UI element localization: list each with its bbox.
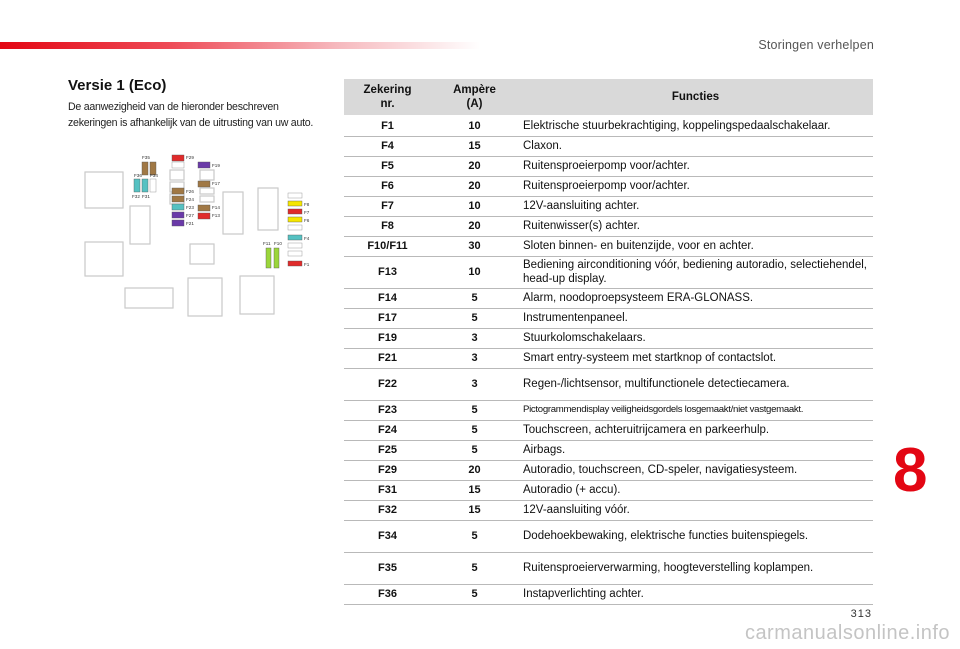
fuse-label-f29: F29 (186, 155, 194, 160)
fuse-number: F4 (344, 136, 431, 156)
fuse-number: F31 (344, 480, 431, 500)
fuse-number: F34 (344, 520, 431, 552)
table-row (344, 552, 873, 584)
intro-text: De aanwezigheid van de hieronder beschreven zekeringen is afhankelijk van de uitrusting van uw auto. (68, 101, 314, 129)
fuse-number: F5 (344, 156, 431, 176)
fuse-ampere: 30 (431, 236, 518, 256)
header-accent-bar (0, 42, 480, 49)
fuse-function: Autoradio, touchscreen, CD-speler, navigatiesysteem. (518, 460, 873, 480)
table-row (344, 156, 873, 176)
fuse-function: Ruitensproeierverwarming, hoogteverstelling koplampen. (518, 552, 873, 584)
header-zekering: Zekering nr. (344, 79, 431, 116)
table-row (344, 460, 873, 480)
fuse-function: Stuurkolomschakelaars. (518, 328, 873, 348)
table-row (344, 500, 873, 520)
fuse-label-f24: F24 (186, 197, 194, 202)
fusebox-diagram (80, 148, 320, 320)
fuse-table (344, 79, 873, 605)
fuse-number: F32 (344, 500, 431, 520)
fuse-number: F24 (344, 420, 431, 440)
fuse-ampere: 3 (431, 368, 518, 400)
fuse-label-f8: F8 (304, 202, 310, 207)
fuse-number: F35 (344, 552, 431, 584)
fuse-ampere: 15 (431, 500, 518, 520)
section-title: Storingen verhelpen (758, 38, 874, 52)
fuse-function: Touchscreen, achteruitrijcamera en parkeerhulp. (518, 420, 873, 440)
fuse-function: 12V-aansluiting vóór. (518, 500, 873, 520)
fuse-number: F23 (344, 400, 431, 420)
fuse-label-f17: F17 (212, 181, 220, 186)
fuse-label-f26: F26 (186, 189, 194, 194)
page-number: 313 (850, 608, 872, 620)
fuse-number: F10/F11 (344, 236, 431, 256)
fuse-ampere: 20 (431, 176, 518, 196)
fuse-label-f36: F36 (134, 173, 142, 178)
fuse-label-f1: F1 (304, 262, 310, 267)
fuse-number: F22 (344, 368, 431, 400)
fuse-label-f4: F4 (304, 236, 310, 241)
fuse-function: Ruitensproeierpomp voor/achter. (518, 176, 873, 196)
fuse-label-f27: F27 (186, 213, 194, 218)
fuse-number: F8 (344, 216, 431, 236)
fuse-function: Regen-/lichtsensor, multifunctionele detectiecamera. (518, 368, 873, 400)
fuse-ampere: 10 (431, 256, 518, 288)
fuse-label-f21: F21 (186, 221, 194, 226)
table-row (344, 236, 873, 256)
fuse-number: F36 (344, 584, 431, 604)
fuse-number: F14 (344, 288, 431, 308)
fuse-ampere: 20 (431, 216, 518, 236)
fuse-function: Dodehoekbewaking, elektrische functies buitenspiegels. (518, 520, 873, 552)
fuse-function: Airbags. (518, 440, 873, 460)
version-heading: Versie 1 (Eco) (68, 77, 167, 94)
fuse-ampere: 15 (431, 480, 518, 500)
fuse-function: Alarm, noodoproepsysteem ERA-GLONASS. (518, 288, 873, 308)
fuse-function: Bediening airconditioning vóór, bediening autoradio, selectiehendel, head-up display. (518, 256, 873, 288)
fuse-table-header (344, 79, 873, 116)
fuse-ampere: 3 (431, 328, 518, 348)
fuse-table-container (344, 79, 873, 605)
fuse-ampere: 10 (431, 196, 518, 216)
fuse-label-f13: F13 (212, 213, 220, 218)
fuse-label-f6: F6 (304, 218, 310, 223)
header-functies: Functies (518, 79, 873, 116)
fuse-function: Smart entry-systeem met startknop of contactslot. (518, 348, 873, 368)
fuse-number: F21 (344, 348, 431, 368)
table-row (344, 520, 873, 552)
table-row (344, 116, 873, 136)
table-row (344, 136, 873, 156)
fuse-ampere: 20 (431, 460, 518, 480)
fuse-number: F1 (344, 116, 431, 136)
table-row (344, 440, 873, 460)
fuse-label-f11: F11 (263, 241, 271, 246)
fuse-function: Instrumentenpaneel. (518, 308, 873, 328)
fuse-label-f31: F31 (142, 194, 150, 199)
fuse-number: F17 (344, 308, 431, 328)
table-row (344, 400, 873, 420)
watermark: carmanualsonline.info (744, 622, 950, 644)
fuse-function: Sloten binnen- en buitenzijde, voor en achter. (518, 236, 873, 256)
fuse-function: Instapverlichting achter. (518, 584, 873, 604)
table-row (344, 308, 873, 328)
fuse-ampere: 5 (431, 520, 518, 552)
fuse-function: 12V-aansluiting achter. (518, 196, 873, 216)
table-row (344, 176, 873, 196)
table-row (344, 216, 873, 236)
fuse-function: Ruitensproeierpomp voor/achter. (518, 156, 873, 176)
table-row (344, 256, 873, 288)
fuse-number: F6 (344, 176, 431, 196)
fuse-label-f35: F35 (142, 155, 150, 160)
table-row (344, 348, 873, 368)
fuse-label-f10: F10 (274, 241, 282, 246)
table-row (344, 328, 873, 348)
fuse-ampere: 5 (431, 420, 518, 440)
fuse-number: F19 (344, 328, 431, 348)
fuse-ampere: 15 (431, 136, 518, 156)
fuse-ampere: 5 (431, 308, 518, 328)
fuse-label-f32: F32 (132, 194, 140, 199)
table-row (344, 584, 873, 604)
table-row (344, 480, 873, 500)
chapter-number: 8 (893, 436, 928, 505)
fuse-label-f34: F34 (150, 173, 158, 178)
fuse-number: F13 (344, 256, 431, 288)
fuse-label-f7: F7 (304, 210, 310, 215)
fuse-label-f14: F14 (212, 205, 220, 210)
fuse-label-f23: F23 (186, 205, 194, 210)
fuse-ampere: 10 (431, 116, 518, 136)
fuse-function: Ruitenwisser(s) achter. (518, 216, 873, 236)
fuse-function: Pictogrammendisplay veiligheidsgordels losgemaakt/niet vastgemaakt. (518, 400, 873, 420)
fuse-number: F25 (344, 440, 431, 460)
fuse-ampere: 5 (431, 288, 518, 308)
fuse-ampere: 20 (431, 156, 518, 176)
fuse-ampere: 5 (431, 400, 518, 420)
fuse-number: F29 (344, 460, 431, 480)
table-row (344, 420, 873, 440)
table-row (344, 288, 873, 308)
fuse-ampere: 3 (431, 348, 518, 368)
fuse-number: F7 (344, 196, 431, 216)
fuse-function: Claxon. (518, 136, 873, 156)
table-row (344, 196, 873, 216)
fuse-label-f19: F19 (212, 163, 220, 168)
table-row (344, 368, 873, 400)
fuse-function: Elektrische stuurbekrachtiging, koppelingspedaalschakelaar. (518, 116, 873, 136)
fuse-ampere: 5 (431, 440, 518, 460)
fuse-ampere: 5 (431, 584, 518, 604)
header-ampere: Ampère (A) (431, 79, 518, 116)
fuse-ampere: 5 (431, 552, 518, 584)
fuse-function: Autoradio (+ accu). (518, 480, 873, 500)
